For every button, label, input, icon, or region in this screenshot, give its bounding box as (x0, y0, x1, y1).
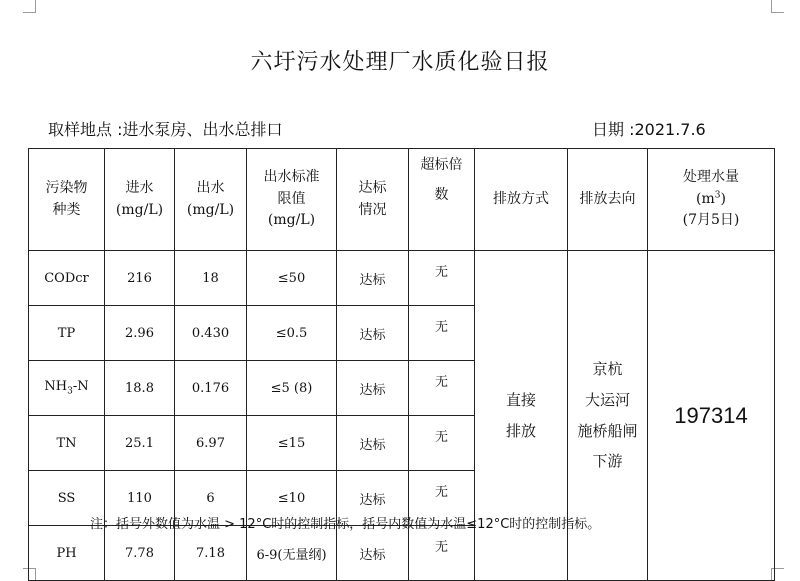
pollutant-cell: $NH_3-N$ (29, 361, 105, 416)
exceed-cell: 无 (409, 416, 475, 471)
status-cell: 达标 (337, 251, 409, 306)
limit-cell: ≤50 (247, 251, 337, 306)
header-volume: 处理水量 $(m^3)$ (7月5日) (648, 149, 775, 251)
header-limit: 出水标准 限值 (mg/L) (247, 149, 337, 251)
status-cell: 达标 (337, 526, 409, 581)
status-cell: 达标 (337, 306, 409, 361)
exceed-cell: 无 (409, 361, 475, 416)
limit-cell: ≤10 (247, 471, 337, 526)
discharge-method-cell: 直接 排放 (475, 251, 568, 581)
report-date: 日期 :2021.7.6 (592, 120, 706, 139)
header-discharge-method: 排放方式 (475, 149, 568, 251)
outflow-cell: 18 (175, 251, 247, 306)
inflow-cell: 18.8 (105, 361, 175, 416)
pollutant-cell: PH (29, 526, 105, 581)
exceed-cell: 无 (409, 306, 475, 361)
inflow-cell: 7.78 (105, 526, 175, 581)
status-cell: 达标 (337, 471, 409, 526)
header-status: 达标 情况 (337, 149, 409, 251)
pollutant-cell: TN (29, 416, 105, 471)
header-inflow: 进水 (mg/L) (105, 149, 175, 251)
pollutant-cell: CODcr (29, 251, 105, 306)
header-exceed: 超标倍 数 (409, 149, 475, 251)
inflow-cell: 216 (105, 251, 175, 306)
exceed-cell: 无 (409, 471, 475, 526)
pollutant-cell: TP (29, 306, 105, 361)
outflow-cell: 6.97 (175, 416, 247, 471)
header-outflow: 出水 (mg/L) (175, 149, 247, 251)
limit-cell: ≤5 (8) (247, 361, 337, 416)
report-title: 六圩污水处理厂水质化验日报 (250, 50, 550, 75)
limit-cell: ≤15 (247, 416, 337, 471)
footnote: 注：括号外数值为水温 > 12°C时的控制指标，括号内数值为水温≤12°C时的控制指标。 (90, 517, 601, 532)
inflow-cell: 25.1 (105, 416, 175, 471)
table-row (29, 251, 775, 306)
exceed-cell: 无 (409, 251, 475, 306)
status-cell: 达标 (337, 416, 409, 471)
status-cell: 达标 (337, 361, 409, 416)
page-corner-mark (23, 0, 36, 13)
outflow-cell: 7.18 (175, 526, 247, 581)
limit-cell: 6-9(无量纲) (247, 526, 337, 581)
outflow-cell: 0.176 (175, 361, 247, 416)
treatment-volume-cell: 197314 (648, 251, 775, 581)
header-discharge-destination: 排放去向 (568, 149, 648, 251)
inflow-cell: 110 (105, 471, 175, 526)
header-row (29, 149, 775, 251)
exceed-cell: 无 (409, 526, 475, 581)
inflow-cell: 2.96 (105, 306, 175, 361)
discharge-destination-cell: 京杭 大运河 施桥船闸 下游 (568, 251, 648, 581)
page-corner-mark (771, 0, 784, 13)
sampling-location: 取样地点 :进水泵房、出水总排口 (48, 120, 283, 139)
pollutant-cell: SS (29, 471, 105, 526)
outflow-cell: 0.430 (175, 306, 247, 361)
outflow-cell: 6 (175, 471, 247, 526)
limit-cell: ≤0.5 (247, 306, 337, 361)
header-pollutant: 污染物 种类 (29, 149, 105, 251)
